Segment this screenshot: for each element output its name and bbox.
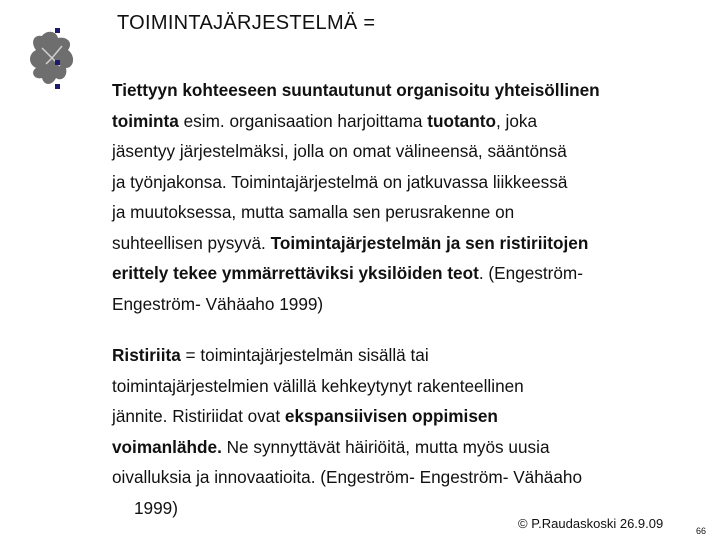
text: Ne synnyttävät häiriöitä, mutta myös uusia [221, 436, 550, 457]
text: , joka [495, 110, 538, 131]
text: suhteellisen pysyvä. [112, 232, 271, 253]
logo-dot-bottom [55, 84, 60, 89]
page-title: TOIMINTAJÄRJESTELMÄ = [117, 12, 376, 34]
text-line [112, 228, 702, 259]
contradiction-paragraph [112, 340, 702, 523]
text-line: toimintajärjestelmien välillä kehkeytynyt rakenteellinen [112, 375, 524, 396]
text-line: Engeström- Vähäaho 1999) [112, 293, 324, 314]
text-line: ja työnjakonsa. Toimintajärjestelmä on jatkuvassa liikkeessä [112, 171, 568, 192]
text-line: ja muutoksessa, mutta samalla sen perusrakenne on [112, 202, 515, 222]
owl-logo-icon [22, 28, 82, 98]
bold-text: tuotanto [427, 110, 496, 131]
text-line [112, 401, 702, 432]
bold-text: Ristiriita [112, 345, 181, 365]
text-line [112, 340, 702, 371]
page-number: 66 [696, 526, 707, 536]
text: esim. organisaation harjoittama [178, 110, 428, 131]
bold-text: Tiettyyn kohteeseen suuntautunut organisoitu yhteisöllinen [112, 80, 600, 100]
logo-dot-middle [55, 60, 60, 65]
text-line [112, 258, 702, 289]
bold-text: toiminta [112, 110, 179, 131]
bold-text: ekspansiivisen oppimisen [284, 406, 498, 426]
bold-text: voimanlähde. [112, 436, 222, 457]
logo [22, 28, 82, 98]
logo-dot-top [55, 28, 60, 33]
copyright-footer: © P.Raudaskoski 26.9.09 [518, 516, 664, 531]
text-line [112, 75, 702, 106]
definition-paragraph [112, 75, 702, 319]
text: = toimintajärjestelmän sisällä tai [180, 345, 429, 365]
text: jännite. Ristiriidat ovat [112, 406, 285, 426]
bold-text: erittely tekee ymmärrettäviksi yksilöiden teot [112, 263, 479, 283]
text-line [112, 432, 702, 463]
text-line: oivalluksia ja innovaatioita. (Engeström- Engeström- Vähäaho [112, 467, 583, 487]
text: . (Engeström- [478, 263, 583, 283]
text-line [112, 106, 702, 137]
bold-text: Toimintajärjestelmän ja sen ristiriitojen [270, 232, 589, 253]
text-line: 1999) [134, 497, 178, 518]
text-line: jäsentyy järjestelmäksi, jolla on omat välineensä, sääntönsä [112, 141, 567, 161]
